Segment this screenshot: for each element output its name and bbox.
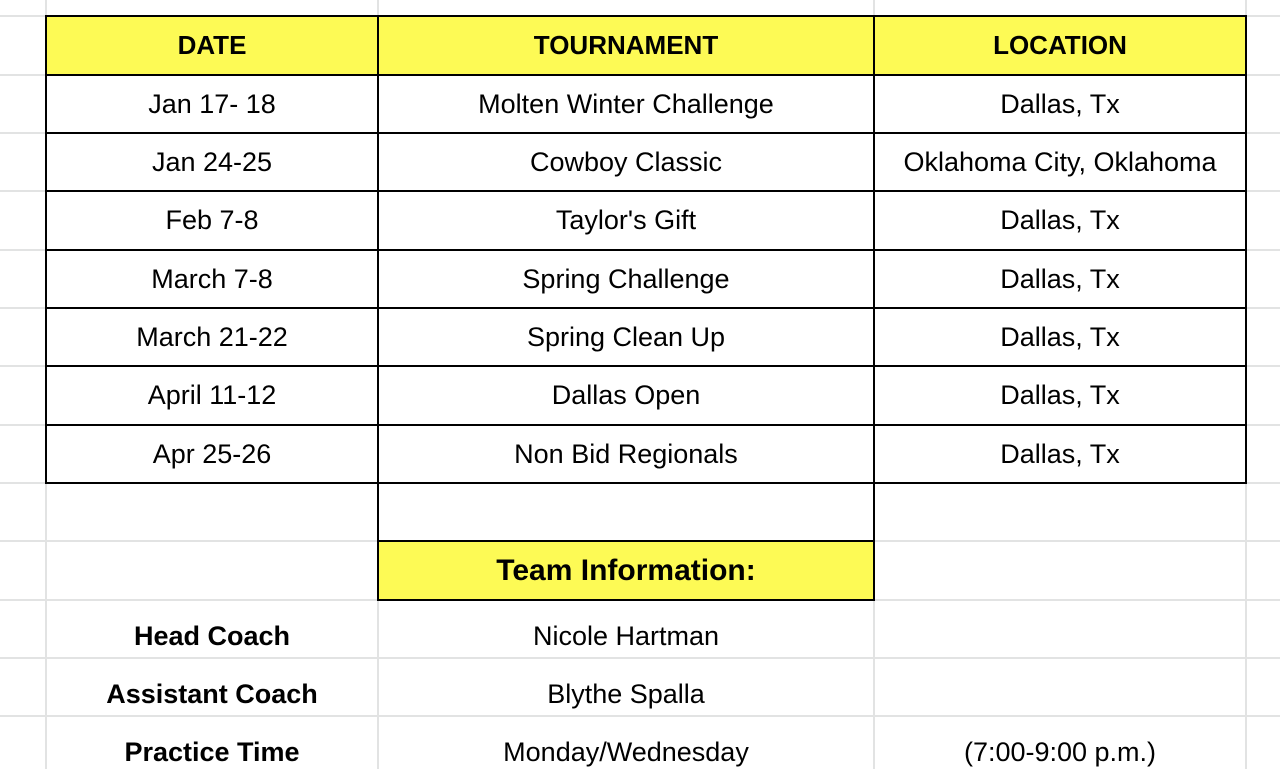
info-value-cell[interactable]: Monday/Wednesday xyxy=(503,736,749,767)
cell-date[interactable]: Feb 7-8 xyxy=(45,190,379,251)
cell-tournament[interactable]: Spring Clean Up xyxy=(377,307,875,367)
cell-date[interactable]: March 21-22 xyxy=(45,307,379,367)
header-cell-date[interactable]: DATE xyxy=(45,15,379,76)
info-value-cell[interactable]: Blythe Spalla xyxy=(547,678,705,709)
cell-date[interactable]: April 11-12 xyxy=(45,365,379,426)
header-cell-tournament[interactable]: TOURNAMENT xyxy=(377,15,875,76)
cell-empty[interactable] xyxy=(377,482,875,542)
info-label-cell[interactable]: Head Coach xyxy=(133,620,291,651)
cell-date[interactable]: Jan 24-25 xyxy=(45,132,379,192)
info-extra-cell[interactable]: (7:00-9:00 p.m.) xyxy=(963,736,1157,767)
info-label-cell[interactable]: Assistant Coach xyxy=(106,678,318,709)
cell-location[interactable]: Dallas, Tx xyxy=(873,249,1247,309)
cell-date[interactable]: March 7-8 xyxy=(45,249,379,309)
cell-location[interactable]: Oklahoma City, Oklahoma xyxy=(873,132,1247,192)
cell-tournament[interactable]: Non Bid Regionals xyxy=(377,424,875,484)
info-label-cell[interactable]: Practice Time xyxy=(124,736,300,767)
cell-date[interactable]: Jan 17- 18 xyxy=(45,74,379,134)
header-cell-location[interactable]: LOCATION xyxy=(873,15,1247,76)
cell-tournament[interactable]: Taylor's Gift xyxy=(377,190,875,251)
cell-tournament[interactable]: Cowboy Classic xyxy=(377,132,875,192)
cell-tournament[interactable]: Spring Challenge xyxy=(377,249,875,309)
team-info-title-cell[interactable]: Team Information: xyxy=(377,540,875,601)
cell-location[interactable]: Dallas, Tx xyxy=(873,424,1247,484)
cell-tournament[interactable]: Dallas Open xyxy=(377,365,875,426)
cell-location[interactable]: Dallas, Tx xyxy=(873,74,1247,134)
cell-location[interactable]: Dallas, Tx xyxy=(873,365,1247,426)
info-value-cell[interactable]: Nicole Hartman xyxy=(532,620,720,651)
cell-date[interactable]: Apr 25-26 xyxy=(45,424,379,484)
cell-location[interactable]: Dallas, Tx xyxy=(873,190,1247,251)
cell-tournament[interactable]: Molten Winter Challenge xyxy=(377,74,875,134)
cell-location[interactable]: Dallas, Tx xyxy=(873,307,1247,367)
